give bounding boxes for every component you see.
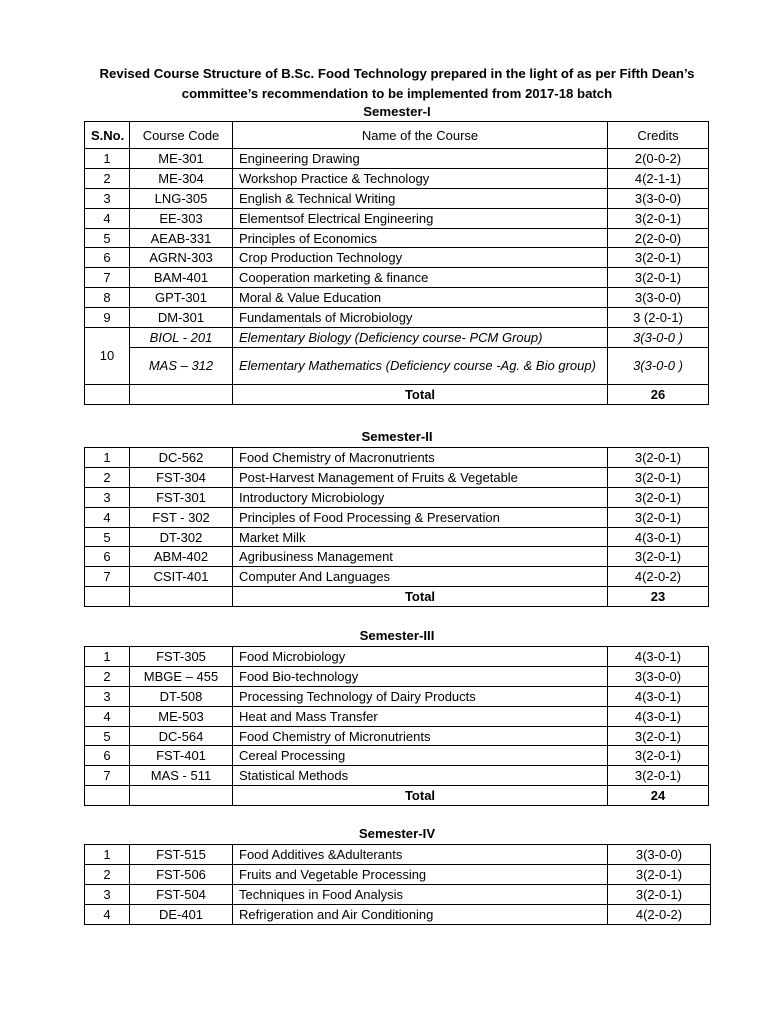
course-code-cell: FST - 302	[130, 507, 233, 527]
empty-cell	[85, 786, 130, 806]
credits-cell: 3(3-0-0)	[608, 666, 709, 686]
table-row	[85, 448, 709, 468]
table-row	[85, 864, 711, 884]
credits-cell: 3(2-0-1)	[608, 766, 709, 786]
table-row	[85, 328, 709, 348]
credits-cell: 3(2-0-1)	[608, 746, 709, 766]
credits-cell: 3(3-0-0 )	[608, 347, 709, 384]
credits-cell: 3(2-0-1)	[608, 208, 709, 228]
course-code-cell: ME-503	[130, 706, 233, 726]
course-name-cell: Crop Production Technology	[233, 248, 608, 268]
table-row	[85, 567, 709, 587]
sno-cell: 7	[85, 567, 130, 587]
course-code-cell: ME-301	[130, 149, 233, 169]
credits-cell: 4(2-0-2)	[608, 904, 711, 924]
course-code-cell: DT-508	[130, 686, 233, 706]
table-row	[85, 188, 709, 208]
course-name-cell: Techniques in Food Analysis	[233, 884, 608, 904]
course-code-cell: FST-401	[130, 746, 233, 766]
total-value: 26	[608, 384, 709, 404]
sno-cell: 6	[85, 547, 130, 567]
course-code-cell: AGRN-303	[130, 248, 233, 268]
credits-cell: 3(2-0-1)	[608, 467, 709, 487]
credits-cell: 4(2-1-1)	[608, 168, 709, 188]
credits-cell: 4(3-0-1)	[608, 527, 709, 547]
table-row	[85, 666, 709, 686]
course-code-cell: FST-301	[130, 487, 233, 507]
credits-cell: 3(2-0-1)	[608, 726, 709, 746]
sno-cell: 10	[85, 328, 130, 385]
course-name-cell: Elementary Biology (Deficiency course- PCM Group)	[233, 328, 608, 348]
course-name-cell: Cooperation marketing & finance	[233, 268, 608, 288]
credits-cell: 3(2-0-1)	[608, 507, 709, 527]
credits-cell: 4(2-0-2)	[608, 567, 709, 587]
table-row	[85, 507, 709, 527]
sno-cell: 2	[85, 864, 130, 884]
total-row	[85, 384, 709, 404]
semester-heading: Semester-III	[359, 628, 435, 643]
course-name-cell: Statistical Methods	[233, 766, 608, 786]
empty-cell	[130, 786, 233, 806]
sno-cell: 4	[85, 507, 130, 527]
semester-1-table	[84, 121, 709, 405]
semester-3-table	[84, 646, 709, 806]
course-name-cell: Heat and Mass Transfer	[233, 706, 608, 726]
course-code-cell: BAM-401	[130, 268, 233, 288]
course-name-cell: Workshop Practice & Technology	[233, 168, 608, 188]
total-label: Total	[233, 786, 608, 806]
course-name-cell: Engineering Drawing	[233, 149, 608, 169]
table-row	[85, 686, 709, 706]
table-row	[85, 208, 709, 228]
course-code-cell: DT-302	[130, 527, 233, 547]
sno-cell: 1	[85, 448, 130, 468]
semester-heading: Semester-II	[361, 429, 433, 444]
table-row	[85, 149, 709, 169]
empty-cell	[130, 384, 233, 404]
course-name-cell: Processing Technology of Dairy Products	[233, 686, 608, 706]
table-row	[85, 347, 709, 384]
table-row	[85, 288, 709, 308]
semester-heading: Semester-IV	[358, 826, 436, 841]
sno-cell: 8	[85, 288, 130, 308]
course-code-cell: BIOL - 201	[130, 328, 233, 348]
total-value: 23	[608, 587, 709, 607]
course-name-cell: Cereal Processing	[233, 746, 608, 766]
course-name-cell: Principles of Economics	[233, 228, 608, 248]
sno-cell: 3	[85, 884, 130, 904]
course-name-cell: Introductory Microbiology	[233, 487, 608, 507]
document-title	[80, 64, 714, 104]
sno-cell: 6	[85, 248, 130, 268]
course-name-cell: Elementary Mathematics (Deficiency course -Ag. & Bio group)	[233, 347, 608, 384]
table-row	[85, 884, 711, 904]
sno-cell: 5	[85, 527, 130, 547]
sno-cell: 3	[85, 188, 130, 208]
sno-cell: 3	[85, 487, 130, 507]
table-row	[85, 248, 709, 268]
table-row	[85, 726, 709, 746]
sno-cell: 1	[85, 149, 130, 169]
credits-cell: 3(2-0-1)	[608, 884, 711, 904]
course-name-cell: Post-Harvest Management of Fruits & Vegetable	[233, 467, 608, 487]
credits-cell: 3(3-0-0)	[608, 288, 709, 308]
table-row	[85, 746, 709, 766]
table-row	[85, 527, 709, 547]
sno-cell: 4	[85, 904, 130, 924]
table-row	[85, 647, 709, 667]
sno-cell: 2	[85, 168, 130, 188]
credits-cell: 3(3-0-0)	[608, 845, 711, 865]
course-name-cell: Elementsof Electrical Engineering	[233, 208, 608, 228]
credits-cell: 2(0-0-2)	[608, 149, 709, 169]
table-row	[85, 547, 709, 567]
table-row	[85, 706, 709, 726]
title-line-1: Revised Course Structure of B.Sc. Food Technology prepared in the light of as per Fifth Dean’s	[99, 66, 695, 81]
course-name-cell: Food Additives &Adulterants	[233, 845, 608, 865]
header-row	[85, 122, 709, 149]
course-code-cell: DE-401	[130, 904, 233, 924]
empty-cell	[85, 384, 130, 404]
course-name-cell: Food Microbiology	[233, 647, 608, 667]
sno-cell: 1	[85, 845, 130, 865]
table-row	[85, 168, 709, 188]
total-label: Total	[233, 587, 608, 607]
sno-cell: 7	[85, 766, 130, 786]
sno-cell: 3	[85, 686, 130, 706]
credits-cell: 3(2-0-1)	[608, 547, 709, 567]
course-name-cell: Market Milk	[233, 527, 608, 547]
empty-cell	[85, 587, 130, 607]
course-code-cell: GPT-301	[130, 288, 233, 308]
sno-cell: 4	[85, 706, 130, 726]
table-row	[85, 904, 711, 924]
sno-cell: 5	[85, 726, 130, 746]
table-row	[85, 467, 709, 487]
credits-cell: 3(2-0-1)	[608, 248, 709, 268]
header-course-name: Name of the Course	[233, 122, 608, 149]
total-row	[85, 587, 709, 607]
sno-cell: 7	[85, 268, 130, 288]
course-name-cell: Computer And Languages	[233, 567, 608, 587]
table-row	[85, 845, 711, 865]
sno-cell: 5	[85, 228, 130, 248]
credits-cell: 2(2-0-0)	[608, 228, 709, 248]
course-code-cell: AEAB-331	[130, 228, 233, 248]
credits-cell: 3(3-0-0)	[608, 188, 709, 208]
semester-4-table	[84, 844, 711, 925]
empty-cell	[130, 587, 233, 607]
sno-cell: 9	[85, 308, 130, 328]
course-name-cell: Fundamentals of Microbiology	[233, 308, 608, 328]
header-course-code: Course Code	[130, 122, 233, 149]
credits-cell: 3(2-0-1)	[608, 448, 709, 468]
course-code-cell: FST-304	[130, 467, 233, 487]
credits-cell: 3(2-0-1)	[608, 487, 709, 507]
table-row	[85, 228, 709, 248]
credits-cell: 4(3-0-1)	[608, 706, 709, 726]
sno-cell: 1	[85, 647, 130, 667]
course-code-cell: CSIT-401	[130, 567, 233, 587]
course-name-cell: Refrigeration and Air Conditioning	[233, 904, 608, 924]
credits-cell: 3(2-0-1)	[608, 268, 709, 288]
total-label: Total	[233, 384, 608, 404]
course-code-cell: FST-515	[130, 845, 233, 865]
course-code-cell: FST-305	[130, 647, 233, 667]
table-row	[85, 487, 709, 507]
semester-heading: Semester-I	[363, 104, 431, 119]
credits-cell: 4(3-0-1)	[608, 686, 709, 706]
course-code-cell: DM-301	[130, 308, 233, 328]
course-code-cell: MAS – 312	[130, 347, 233, 384]
credits-cell: 3 (2-0-1)	[608, 308, 709, 328]
course-code-cell: MBGE – 455	[130, 666, 233, 686]
course-code-cell: ABM-402	[130, 547, 233, 567]
header-credits: Credits	[608, 122, 709, 149]
sno-cell: 6	[85, 746, 130, 766]
course-code-cell: EE-303	[130, 208, 233, 228]
sno-cell: 2	[85, 467, 130, 487]
course-name-cell: Food Bio-technology	[233, 666, 608, 686]
total-row	[85, 786, 709, 806]
credits-cell: 3(3-0-0 )	[608, 328, 709, 348]
course-code-cell: LNG-305	[130, 188, 233, 208]
title-line-2: committee’s recommendation to be implemented from 2017-18 batch	[181, 86, 613, 101]
course-code-cell: FST-504	[130, 884, 233, 904]
course-name-cell: Food Chemistry of Micronutrients	[233, 726, 608, 746]
credits-cell: 4(3-0-1)	[608, 647, 709, 667]
semester-2-table	[84, 447, 709, 607]
total-value: 24	[608, 786, 709, 806]
course-name-cell: Food Chemistry of Macronutrients	[233, 448, 608, 468]
course-name-cell: Fruits and Vegetable Processing	[233, 864, 608, 884]
credits-cell: 3(2-0-1)	[608, 864, 711, 884]
course-code-cell: DC-562	[130, 448, 233, 468]
table-row	[85, 766, 709, 786]
course-name-cell: Moral & Value Education	[233, 288, 608, 308]
sno-cell: 4	[85, 208, 130, 228]
sno-cell: 2	[85, 666, 130, 686]
course-code-cell: DC-564	[130, 726, 233, 746]
course-code-cell: ME-304	[130, 168, 233, 188]
table-row	[85, 308, 709, 328]
course-name-cell: Principles of Food Processing & Preservation	[233, 507, 608, 527]
course-name-cell: English & Technical Writing	[233, 188, 608, 208]
header-sno: S.No.	[85, 122, 130, 149]
course-name-cell: Agribusiness Management	[233, 547, 608, 567]
course-code-cell: FST-506	[130, 864, 233, 884]
course-code-cell: MAS - 511	[130, 766, 233, 786]
table-row	[85, 268, 709, 288]
